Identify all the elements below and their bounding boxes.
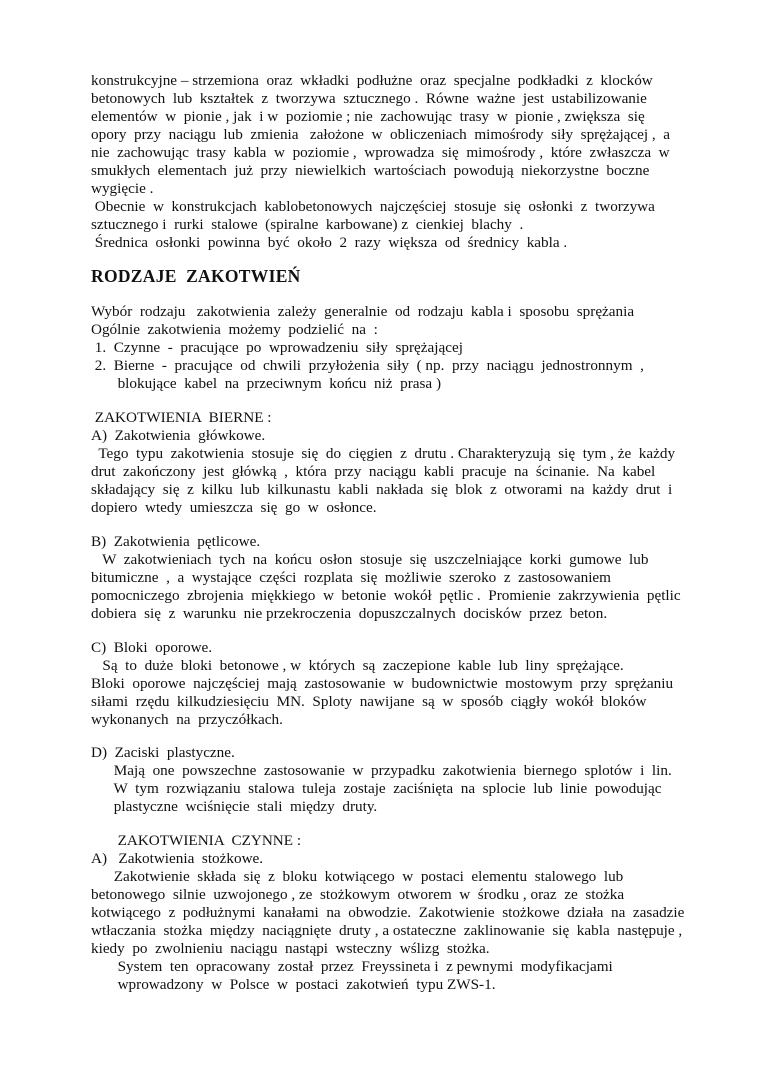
text-line: składający się z kilku lub kilkunastu kabli nakłada się blok z otworami na każdy drut i <box>91 481 673 498</box>
list-item: 1. Czynne - pracujące po wprowadzeniu siły sprężającej <box>91 339 463 356</box>
text-line: dopiero wtedy umieszcza się go w osłonce. <box>91 499 377 516</box>
section-heading: RODZAJE ZAKOTWIEŃ <box>91 266 301 286</box>
text-line: Bloki oporowe najczęściej mają zastosowanie w budownictwie mostowym przy sprężaniu <box>91 675 674 692</box>
text-line: betonowych lub kształtek z tworzywa sztucznego . Równe ważne jest ustabilizowanie <box>91 90 647 107</box>
text-line: W tym rozwiązaniu stalowa tuleja zostaje zaciśnięta na splocie lub linie powodując <box>91 780 662 797</box>
subsection-title: ZAKOTWIENIA CZYNNE : <box>91 832 302 849</box>
list-item-continuation: blokujące kabel na przeciwnym końcu niż prasa ) <box>91 375 442 392</box>
text-line: siłami rzędu kilkudziesięciu MN. Sploty nawijane są w sposób ciągły wokół bloków <box>91 693 647 710</box>
text-line: opory przy naciągu lub zmienia założone w obliczeniach mimośrody siły sprężającej , a <box>91 126 671 143</box>
text-line: System ten opracowany został przez Freyssineta i z pewnymi modyfikacjami <box>91 958 613 975</box>
item-title: B) Zakotwienia pętlicowe. <box>91 533 261 550</box>
item-title: D) Zaciski plastyczne. <box>91 744 235 761</box>
text-line: wykonanych na przyczółkach. <box>91 711 283 728</box>
text-line: nie zachowując trasy kabla w poziomie , wprowadza się mimośrody , które zwłaszcza w <box>91 144 670 161</box>
text-line: Tego typu zakotwienia stosuje się do cięgien z drutu . Charakteryzują się tym , że każdy <box>91 445 676 462</box>
item-title: C) Bloki oporowe. <box>91 639 213 656</box>
text-line: Są to duże bloki betonowe , w których są zaczepione kable lub liny sprężające. <box>91 657 624 674</box>
text-line: bitumiczne , a wystające części rozplata się możliwie szeroko z zastosowaniem <box>91 569 611 586</box>
text-line: konstrukcyjne – strzemiona oraz wkładki podłużne oraz specjalne podkładki z klocków <box>91 72 653 89</box>
text-line: kiedy po zwolnieniu naciągu nastąpi wsteczny wślizg stożka. <box>91 940 490 957</box>
text-line: wtłaczania stożka między naciągnięte druty , a ostateczne zaklinowanie się kabla następuje , <box>91 922 683 939</box>
subsection-title: ZAKOTWIENIA BIERNE : <box>91 409 272 426</box>
text-line: smukłych elementach już przy niewielkich wartościach powodują niekorzystne boczne <box>91 162 650 179</box>
text-line: Obecnie w konstrukcjach kablobetonowych najczęściej stosuje się osłonki z tworzywa <box>91 198 655 215</box>
item-title: A) Zakotwienia główkowe. <box>91 427 266 444</box>
item-title: A) Zakotwienia stożkowe. <box>91 850 264 867</box>
text-line: kotwiącego z podłużnymi kanałami na obwodzie. Zakotwienie stożkowe działa na zasadzie <box>91 904 685 921</box>
text-line: elementów w pionie , jak i w poziomie ; nie zachowując trasy w pionie , zwiększa się <box>91 108 645 125</box>
text-line: Mają one powszechne zastosowanie w przypadku zakotwienia biernego splotów i lin. <box>91 762 672 779</box>
text-line: wygięcie . <box>91 180 154 197</box>
list-item: 2. Bierne - pracujące od chwili przyłożenia siły ( np. przy naciągu jednostronnym , <box>91 357 644 374</box>
text-line: dobiera się z warunku nie przekroczenia dopuszczalnych docisków przez beton. <box>91 605 608 622</box>
text-line: Zakotwienie składa się z bloku kotwiącego w postaci elementu stalowego lub <box>91 868 624 885</box>
text-line: pomocniczego zbrojenia miękkiego w betonie wokół pętlic . Promienie zakrzywienia pętlic <box>91 587 681 604</box>
text-line: wprowadzony w Polsce w postaci zakotwień typu ZWS-1. <box>91 976 496 993</box>
text-line: plastyczne wciśnięcie stali między druty. <box>91 798 378 815</box>
text-line: drut zakończony jest główką , która przy naciągu kabli pracuje na ścinanie. Na kabel <box>91 463 656 480</box>
text-line: Wybór rodzaju zakotwienia zależy generalnie od rodzaju kabla i sposobu sprężania <box>91 303 635 320</box>
text-line: sztucznego i rurki stalowe (spiralne karbowane) z cienkiej blachy . <box>91 216 524 233</box>
text-line: W zakotwieniach tych na końcu osłon stosuje się uszczelniające korki gumowe lub <box>91 551 649 568</box>
text-line: Średnica osłonki powinna być około 2 razy większa od średnicy kabla . <box>91 234 568 251</box>
text-line: betonowego silnie uzwojonego , ze stożkowym otworem w środku , oraz ze stożka <box>91 886 625 903</box>
text-line: Ogólnie zakotwienia możemy podzielić na : <box>91 321 378 338</box>
